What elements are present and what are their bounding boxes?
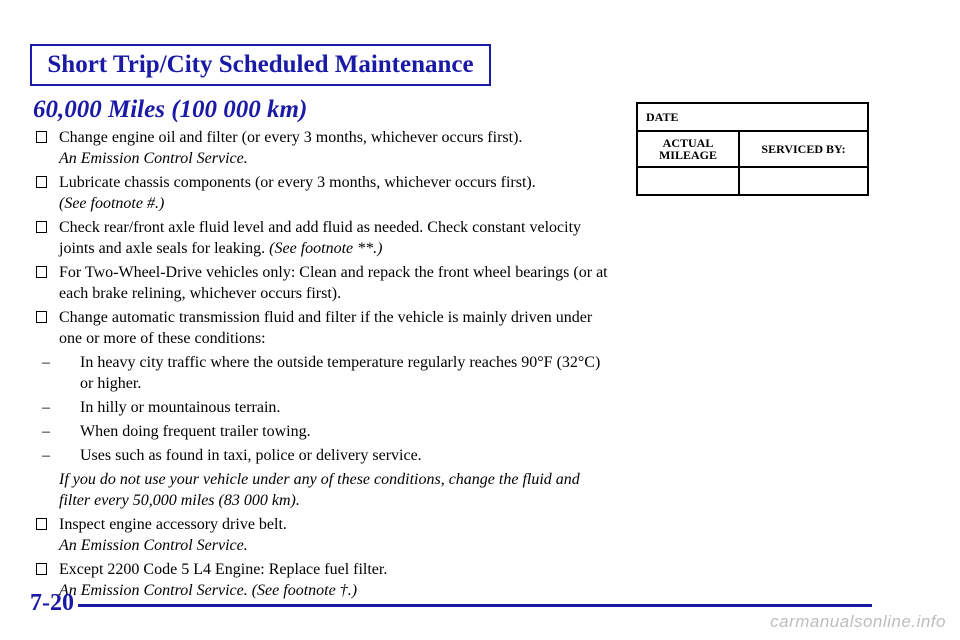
checklist-item [34,559,614,601]
header-title-box [30,44,491,86]
item-text-with-note [59,217,614,259]
item-text: Lubricate chassis components (or every 3 months, whichever occurs first). [59,174,536,191]
checkbox-icon[interactable] [36,311,47,323]
maintenance-checklist [34,127,614,604]
checklist-item [34,217,614,259]
checkbox-icon[interactable] [36,518,47,530]
serviced-by-entry-field[interactable] [739,167,868,195]
checklist-item [34,127,614,169]
mileage-label-line2: MILEAGE [658,148,717,162]
date-header: DATE [637,103,868,131]
checklist-item [34,514,614,556]
condition-text: Uses such as found in taxi, police or delivery service. [80,447,422,464]
item-text: Change engine oil and filter (or every 3 months, whichever occurs first). [59,129,523,146]
condition-text: When doing frequent trailer towing. [80,423,311,440]
dash-bullet: – [42,354,50,371]
item-text: Change automatic transmission fluid and filter if the vehicle is mainly driven under one or more of these conditions: [59,309,593,347]
condition-item [34,352,614,394]
condition-note: If you do not use your vehicle under any of these conditions, change the fluid and filter every 50,000 miles (83 000 km). [59,471,580,509]
checkbox-icon[interactable] [36,176,47,188]
serviced-by-header: SERVICED BY: [739,131,868,167]
actual-mileage-header [637,131,739,167]
page-number: 7-20 [30,590,74,616]
item-note: An Emission Control Service. [59,150,248,167]
footer-rule [78,604,872,607]
dash-bullet: – [42,447,50,464]
checkbox-icon[interactable] [36,221,47,233]
checklist-item [34,307,614,349]
item-note: (See footnote #.) [59,195,165,212]
item-text: Inspect engine accessory drive belt. [59,516,287,533]
condition-item [34,397,614,418]
checkbox-icon[interactable] [36,266,47,278]
header-title: Short Trip/City Scheduled Maintenance [47,51,474,78]
service-record-table [636,102,869,196]
checklist-item [34,262,614,304]
item-note: An Emission Control Service. (See footnote †.) [59,582,358,599]
watermark: carmanualsonline.info [770,612,946,631]
dash-bullet: – [42,423,50,440]
mileage-label-line1: ACTUAL [662,136,714,150]
item-note: An Emission Control Service. [59,537,248,554]
condition-item [34,421,614,442]
item-text: Check rear/front axle fluid level and add fluid as needed. Check constant velocity joints and axle seals for leaking. [59,219,582,257]
checkbox-icon[interactable] [36,131,47,143]
condition-text: In hilly or mountainous terrain. [80,399,281,416]
item-note: (See footnote **.) [269,240,383,257]
dash-bullet: – [42,399,50,416]
condition-text: In heavy city traffic where the outside temperature regularly reaches 90°F (32°C) or higher. [80,354,601,392]
checklist-item [34,172,614,214]
section-title: 60,000 Miles (100 000 km) [33,96,308,123]
condition-item [34,445,614,466]
mileage-entry-field[interactable] [637,167,739,195]
item-text: Except 2200 Code 5 L4 Engine: Replace fuel filter. [59,561,388,578]
item-text: For Two-Wheel-Drive vehicles only: Clean and repack the front wheel bearings (or at each brake relining, whichever occurs first). [59,264,608,302]
checkbox-icon[interactable] [36,563,47,575]
